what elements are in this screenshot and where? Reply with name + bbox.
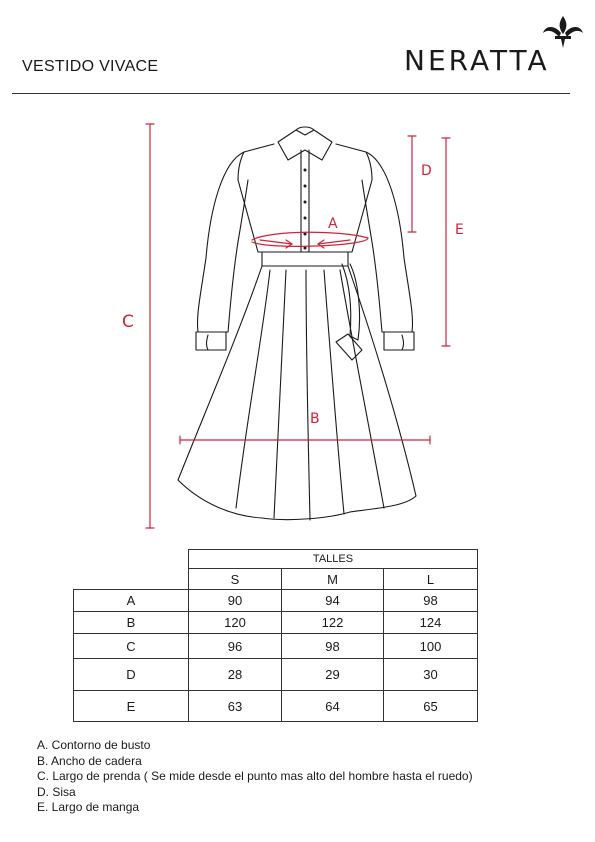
table-row — [74, 691, 478, 722]
table-cell: 65 — [384, 691, 478, 722]
skirt — [178, 266, 416, 520]
label-a: A — [328, 216, 338, 232]
table-row — [74, 590, 478, 612]
legend-item: B. Ancho de cadera — [37, 753, 142, 768]
table-row — [74, 612, 478, 634]
size-table — [73, 549, 478, 722]
row-label: D — [74, 659, 189, 691]
measure-line-a — [252, 232, 368, 246]
label-c: C — [122, 312, 134, 332]
table-cell: 29 — [282, 659, 384, 691]
legend-item: D. Sisa — [37, 784, 76, 799]
measurement-legend — [37, 738, 473, 816]
product-title: VESTIDO VIVACE — [22, 58, 159, 75]
dress-diagram — [0, 110, 595, 540]
table-cell: 98 — [384, 590, 478, 612]
size-header: S — [189, 569, 282, 590]
right-sleeve — [362, 152, 413, 332]
table-cell: 64 — [282, 691, 384, 722]
table-cell: 100 — [384, 634, 478, 659]
table-cell: 98 — [282, 634, 384, 659]
table-cell: 122 — [282, 612, 384, 634]
table-cell: 94 — [282, 590, 384, 612]
row-label: E — [74, 691, 189, 722]
table-cell: 63 — [189, 691, 282, 722]
table-cell: 28 — [189, 659, 282, 691]
header-divider — [12, 93, 570, 94]
size-header: L — [384, 569, 478, 590]
brand-logo: NERATTA — [404, 44, 550, 77]
waistband — [262, 252, 348, 266]
size-header: M — [282, 569, 384, 590]
label-e: E — [455, 222, 464, 238]
row-label: C — [74, 634, 189, 659]
table-row — [74, 659, 478, 691]
table-cell: 120 — [189, 612, 282, 634]
label-b: B — [310, 411, 320, 427]
size-group-header: TALLES — [189, 550, 478, 569]
table-cell: 96 — [189, 634, 282, 659]
row-label: A — [74, 590, 189, 612]
left-sleeve — [197, 152, 248, 332]
collar — [278, 130, 332, 160]
table-row — [74, 634, 478, 659]
label-d: D — [421, 163, 432, 179]
table-cell: 90 — [189, 590, 282, 612]
legend-item: C. Largo de prenda ( Se mide desde el punto mas alto del hombre hasta el ruedo) — [37, 769, 473, 783]
row-label: B — [74, 612, 189, 634]
legend-item: A. Contorno de busto — [37, 738, 151, 752]
legend-item: E. Largo de manga — [37, 800, 140, 814]
table-cell: 30 — [384, 659, 478, 691]
table-cell: 124 — [384, 612, 478, 634]
bodice — [238, 144, 372, 252]
